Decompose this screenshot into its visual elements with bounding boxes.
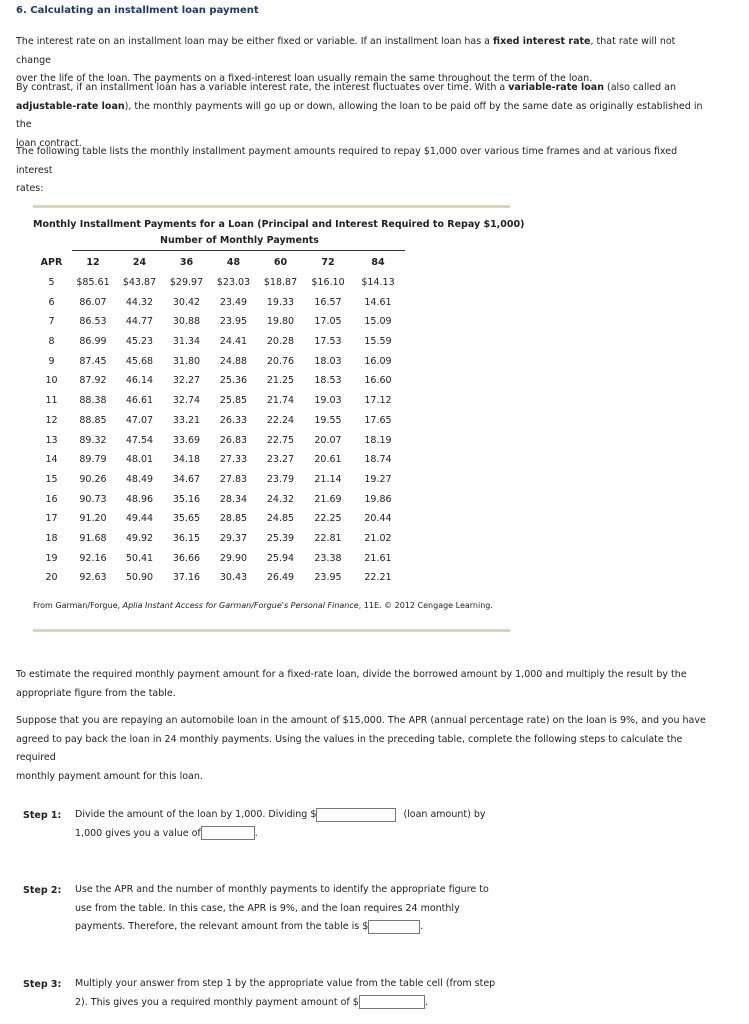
payment-cell: 24.41	[219, 336, 248, 348]
header-60: 60	[273, 257, 288, 269]
table-subtitle-underline	[72, 250, 405, 251]
payment-cell: 91.20	[79, 513, 107, 525]
payment-cell: 23.27	[266, 454, 295, 466]
payment-cell: 16.60	[364, 375, 392, 387]
payment-cell: 90.26	[79, 473, 107, 485]
payment-cell: 44.77	[125, 316, 154, 328]
payment-cell: 45.23	[125, 336, 154, 348]
payment-cell: 28.34	[219, 493, 248, 505]
table-row	[33, 450, 404, 470]
header-12: 12	[86, 257, 100, 269]
payment-cell: 92.63	[79, 572, 107, 584]
payment-cell: 32.74	[172, 395, 201, 407]
scenario-paragraph: Suppose that you are repaying an automobile loan in the amount of $15,000. The APR (annual percentage rate) on the loan is 9%, and you have agreed to pay back the loan in 24 monthly payments. Using the values in the preceding table, complete the following steps to calculate the required monthly payment amount for this loan.	[16, 715, 706, 782]
step2-label: Step 2:	[23, 885, 62, 896]
payment-cell: 86.53	[79, 316, 107, 328]
payment-cell: 88.38	[79, 395, 107, 407]
payment-cell: 37.16	[172, 572, 201, 584]
apr-cell: 20	[45, 572, 58, 584]
step2-text: Use the APR and the number of monthly payments to identify the appropriate figure to use from the table. In this case, the APR is 9%, and the loan requires 24 monthly payments. Therefore, the relevant amount from the table is $ .	[75, 884, 489, 932]
apr-cell: 18	[45, 532, 58, 544]
header-84: 84	[371, 257, 385, 269]
apr-cell: 7	[48, 316, 55, 328]
payment-cell: 17.53	[314, 336, 342, 348]
payment-cell: 21.74	[266, 395, 295, 407]
header-48: 48	[226, 257, 241, 269]
payment-cell: 45.68	[125, 355, 154, 367]
payment-cell: 19.55	[314, 414, 342, 426]
payment-cell: 17.65	[364, 414, 392, 426]
table-value-input[interactable]	[368, 920, 420, 934]
payment-cell: $18.87	[263, 277, 298, 289]
payment-cell: 47.54	[125, 434, 154, 446]
payment-cell: 47.07	[125, 414, 154, 426]
payment-cell: 19.27	[364, 473, 392, 485]
payment-cell: 49.44	[125, 513, 154, 525]
header-36: 36	[179, 257, 194, 269]
payment-cell: 19.33	[266, 296, 295, 308]
payment-cell: 29.37	[219, 532, 248, 544]
payment-cell: 18.74	[364, 454, 392, 466]
table-row	[33, 332, 404, 352]
payment-cell: 27.83	[219, 473, 248, 485]
payment-cell: 22.25	[314, 513, 342, 525]
payment-cell: 25.94	[266, 552, 295, 564]
apr-cell: 17	[45, 513, 58, 525]
payment-cell: 90.73	[79, 493, 107, 505]
payment-cell: 19.86	[364, 493, 392, 505]
apr-cell: 11	[45, 395, 58, 407]
payment-cell: 86.99	[79, 336, 107, 348]
payment-cell: 21.14	[314, 473, 342, 485]
payment-cell: 23.95	[314, 572, 342, 584]
payment-cell: 35.65	[172, 513, 201, 525]
apr-cell: 15	[45, 473, 58, 485]
payment-cell: 19.03	[314, 395, 342, 407]
payment-cell: 89.32	[79, 434, 107, 446]
payment-cell: 86.07	[79, 296, 107, 308]
step3-text: Multiply your answer from step 1 by the appropriate value from the table cell (from step 2). This gives you a required monthly payment amount of $ .	[75, 978, 496, 1008]
header-24: 24	[132, 257, 147, 269]
table-header-row	[33, 253, 404, 273]
payment-cell: 31.34	[172, 336, 201, 348]
step1-text: Divide the amount of the loan by 1,000. Dividing $ (loan amount) by 1,000 gives you a value of .	[75, 809, 486, 839]
table-row	[33, 391, 404, 411]
table-row	[33, 509, 404, 529]
payment-cell: $29.97	[169, 277, 204, 289]
step1-label: Step 1:	[23, 810, 62, 821]
payment-cell: 26.49	[266, 572, 295, 584]
intro-paragraph-fixed: The interest rate on an installment loan may be either fixed or variable. If an installment loan has a fixed interest rate, that rate will not change over the life of the loan. The payments on a fixed-interest loan usually remain the same throughout the term of the loan.	[16, 36, 676, 84]
payment-cell: 23.38	[314, 552, 342, 564]
payment-cell: 92.16	[79, 552, 107, 564]
payment-cell: 25.39	[266, 532, 295, 544]
monthly-payment-input[interactable]	[359, 995, 425, 1009]
payment-cell: 31.80	[172, 355, 201, 367]
table-bottom-divider	[33, 629, 510, 632]
apr-cell: 9	[48, 355, 55, 367]
payment-cell: 23.79	[266, 473, 295, 485]
payment-cell: 27.33	[219, 454, 248, 466]
payment-cell: 23.95	[219, 316, 248, 328]
header-apr: APR	[40, 257, 63, 269]
payment-cell: 49.92	[125, 532, 154, 544]
payment-cell: 48.96	[125, 493, 154, 505]
table-row	[33, 411, 404, 431]
payment-cell: 30.88	[172, 316, 201, 328]
table-row	[33, 371, 404, 391]
payment-cell: 19.80	[266, 316, 295, 328]
table-row	[33, 529, 404, 549]
payment-cell: 20.28	[266, 336, 295, 348]
payment-cell: 20.76	[266, 355, 295, 367]
payment-cell: 16.57	[314, 296, 342, 308]
payment-cell: 25.85	[219, 395, 248, 407]
payment-cell: 26.83	[219, 434, 248, 446]
table-row	[33, 351, 404, 371]
apr-cell: 8	[48, 336, 55, 348]
table-row	[33, 430, 404, 450]
payment-cell: 28.85	[219, 513, 248, 525]
apr-cell: 19	[45, 552, 58, 564]
apr-cell: 10	[45, 375, 58, 387]
payment-cell: 87.92	[79, 375, 107, 387]
payment-cell: 15.59	[364, 336, 392, 348]
apr-cell: 13	[45, 434, 58, 446]
payment-cell: $43.87	[122, 277, 157, 289]
payment-cell: 17.12	[364, 395, 392, 407]
payment-cell: 21.69	[314, 493, 342, 505]
payment-cell: $85.61	[76, 277, 110, 289]
step3-label: Step 3:	[23, 979, 62, 990]
payment-cell: 21.61	[364, 552, 392, 564]
table-row	[33, 312, 404, 332]
payment-cell: 35.16	[172, 493, 201, 505]
payment-cell: 22.24	[266, 414, 295, 426]
table-subtitle: Number of Monthly Payments	[160, 235, 319, 246]
payment-cell: 88.85	[79, 414, 107, 426]
divided-value-input[interactable]	[201, 826, 255, 840]
payment-cell: 23.49	[219, 296, 248, 308]
payment-cell: 22.75	[266, 434, 295, 446]
payment-cell: 48.49	[125, 473, 154, 485]
apr-cell: 14	[45, 454, 58, 466]
payment-cell: 89.79	[79, 454, 107, 466]
intro-paragraph-table: The following table lists the monthly installment payment amounts required to repay $1,000 over various time frames and at various fixed interest rates:	[16, 146, 678, 194]
intro-paragraph-variable: By contrast, if an installment loan has a variable interest rate, the interest fluctuates over time. With a variable-rate loan (also called an adjustable-rate loan), the monthly payments will go up or down, allowing the loan to be paid off by the same date as originally established in the loan contract.	[16, 82, 703, 149]
table-title: Monthly Installment Payments for a Loan (Principal and Interest Required to Repay $1,000)	[33, 219, 525, 230]
apr-cell: 12	[45, 414, 58, 426]
payment-cell: 91.68	[79, 532, 107, 544]
header-72: 72	[321, 257, 335, 269]
payment-cell: 24.85	[266, 513, 295, 525]
loan-amount-input[interactable]	[316, 808, 396, 822]
payment-cell: $23.03	[216, 277, 251, 289]
payment-cell: 24.32	[266, 493, 295, 505]
payment-cell: 14.61	[364, 296, 392, 308]
payment-cell: 17.05	[314, 316, 342, 328]
payment-cell: 36.15	[172, 532, 201, 544]
table-row	[33, 470, 404, 490]
payment-cell: 46.61	[125, 395, 154, 407]
payment-cell: 20.07	[314, 434, 342, 446]
payment-cell: 48.01	[125, 454, 154, 466]
table-top-divider	[33, 205, 510, 208]
table-row	[33, 292, 404, 312]
payment-cell: 16.09	[364, 355, 392, 367]
payment-cell: 24.88	[219, 355, 248, 367]
payment-cell: 50.41	[125, 552, 154, 564]
table-row	[33, 489, 404, 509]
payment-cell: 34.18	[172, 454, 201, 466]
payment-cell: 44.32	[125, 296, 154, 308]
payment-cell: 25.36	[219, 375, 248, 387]
table-row	[33, 273, 404, 293]
payment-cell: 50.90	[125, 572, 154, 584]
payment-cell: 20.61	[314, 454, 342, 466]
payment-cell: 30.43	[219, 572, 248, 584]
payment-cell: 18.19	[364, 434, 392, 446]
payment-cell: 18.53	[314, 375, 342, 387]
payment-cell: 21.02	[364, 532, 392, 544]
payment-cell: 33.21	[172, 414, 201, 426]
payment-cell: 87.45	[79, 355, 107, 367]
apr-cell: 5	[48, 277, 55, 289]
installment-payments-table	[33, 253, 404, 588]
payment-cell: 18.03	[314, 355, 342, 367]
question-title: 6. Calculating an installment loan payment	[16, 5, 259, 16]
payment-cell: 20.44	[364, 513, 392, 525]
payment-cell: 46.14	[125, 375, 154, 387]
payment-cell: 32.27	[172, 375, 201, 387]
estimate-paragraph: To estimate the required monthly payment amount for a fixed-rate loan, divide the borrowed amount by 1,000 and multiply the result by the appropriate figure from the table.	[16, 669, 687, 699]
payment-cell: 33.69	[172, 434, 201, 446]
payment-cell: 26.33	[219, 414, 248, 426]
payment-cell: 36.66	[172, 552, 201, 564]
payment-cell: 34.67	[172, 473, 201, 485]
payment-cell: 21.25	[266, 375, 295, 387]
table-source-citation: From Garman/Forgue, Aplia Instant Access for Garman/Forgue's Personal Finance, 11E. © 2012 Cengage Learning.	[33, 601, 493, 610]
apr-cell: 6	[48, 296, 55, 308]
payment-cell: 30.42	[172, 296, 201, 308]
payment-cell: $14.13	[361, 277, 395, 289]
payment-cell: 22.81	[314, 532, 342, 544]
apr-cell: 16	[45, 493, 58, 505]
payment-cell: $16.10	[311, 277, 345, 289]
table-row	[33, 568, 404, 588]
payment-cell: 22.21	[364, 572, 392, 584]
payment-cell: 15.09	[364, 316, 392, 328]
payment-cell: 29.90	[219, 552, 248, 564]
table-row	[33, 548, 404, 568]
